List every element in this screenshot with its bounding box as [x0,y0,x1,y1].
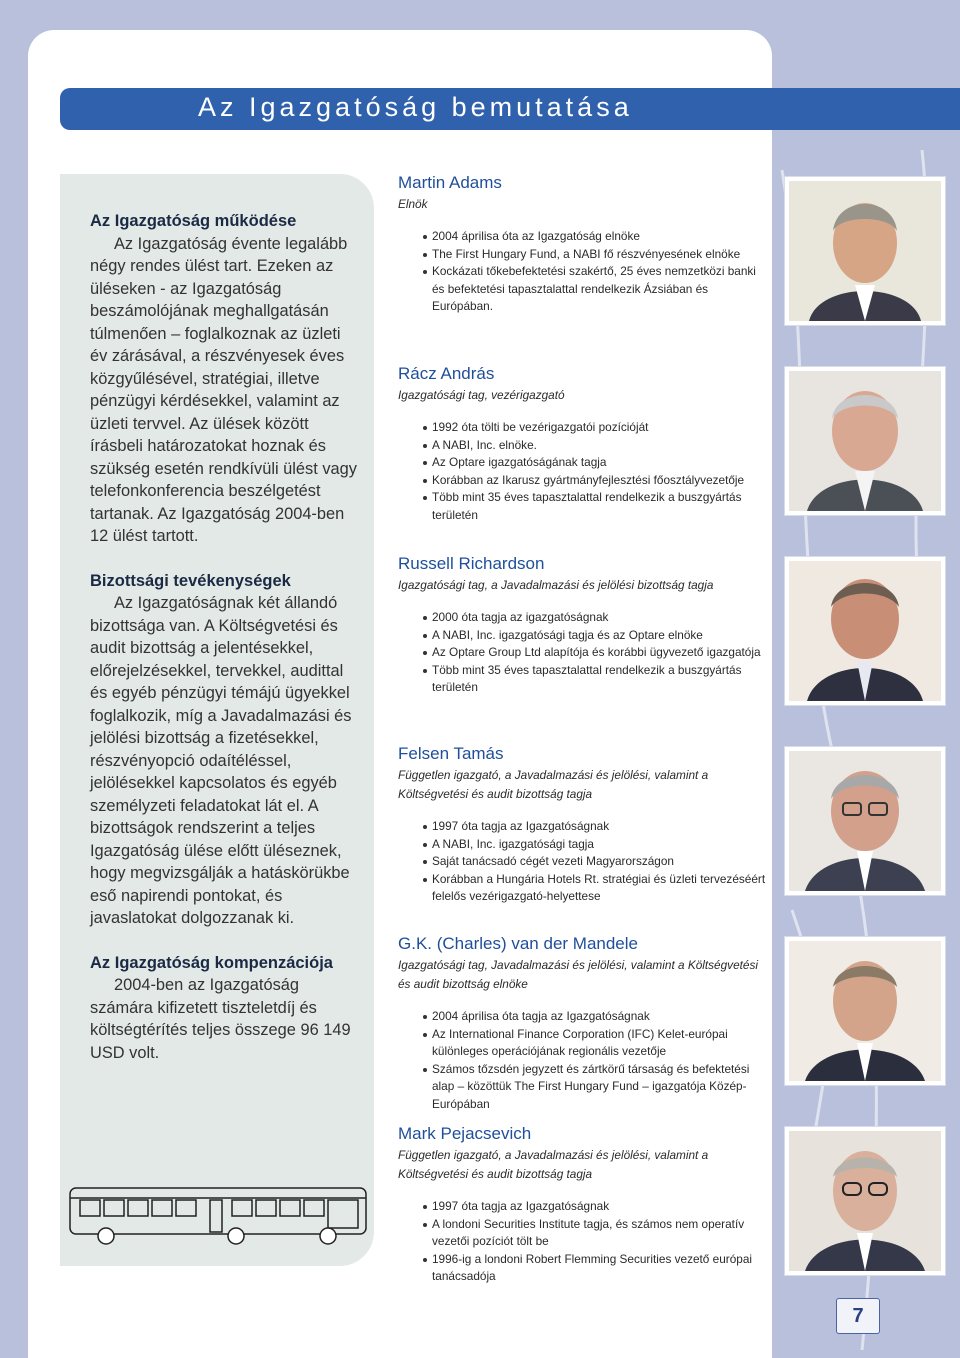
member-detail-item: A NABI, Inc. elnöke. [398,437,770,455]
member-entry [398,743,770,906]
articulated-bus-illustration [66,1180,372,1248]
member-photo [784,1126,946,1276]
member-detail-item: Több mint 35 éves tapasztalattal rendelkezik a buszgyártás területén [398,489,770,524]
member-detail-item: 2000 óta tagja az igazgatóságnak [398,609,770,627]
section-heading-operation: Az Igazgatóság működése [90,212,297,230]
member-name: Martin Adams [398,173,502,192]
member-entry [398,553,770,697]
member-name: Felsen Tamás [398,744,504,763]
member-role: Igazgatósági tag, vezérigazgató [398,388,565,402]
section-paragraph-committees: Az Igazgatóságnak két állandó bizottsága van. A Költségvetési és audit bizottság a jelentésekkel, előrejelzésekkel, tervekkel, audittal és egyéb pénzügyi témájú ügyekkel foglalkozik, míg a Javadalmazási és jelölési bizottság a fizetésekkel, részvényopció odaítéléssel, jelölésekkel kapcsolatos és egyéb személyzeti feladatokat lát el. A bizottságok rendszerint a teljes Igazgatóság ülése előtt üléseznek, hogy megvizsgálják a hatáskörükbe eső napirendi pontokat, és javaslatokat dolgozzanak ki. [90,594,352,927]
member-detail-item: Korábban a Hungária Hotels Rt. stratégiai és üzleti tervezéséért felelős vezérigazgató-helyettese [398,871,770,906]
member-role: Független igazgató, a Javadalmazási és jelölési, valamint a Költségvetési és audit bizottság tagja [398,1148,709,1181]
member-details [398,228,770,316]
member-detail-item: A NABI, Inc. igazgatósági tagja és az Optare elnöke [398,627,770,645]
member-name: Russell Richardson [398,554,545,573]
member-photo [784,556,946,706]
member-detail-item: A londoni Securities Institute tagja, és számos nem operatív vezetői pozíciót tölt be [398,1216,770,1251]
member-detail-item: Az International Finance Corporation (IFC) Kelet-európai különleges operációjának regionális vezetője [398,1026,770,1061]
member-entry [398,172,770,316]
member-detail-item: 1992 óta tölti be vezérigazgatói pozícióját [398,419,770,437]
member-details [398,419,770,524]
member-role: Igazgatósági tag, Javadalmazási és jelölési, valamint a Költségvetési és audit bizottság elnöke [398,958,759,991]
member-detail-item: Az Optare igazgatóságának tagja [398,454,770,472]
member-name: Mark Pejacsevich [398,1124,532,1143]
member-details [398,609,770,697]
member-photo [784,176,946,326]
member-detail-item: 1997 óta tagja az Igazgatóságnak [398,818,770,836]
member-photo [784,366,946,516]
section-paragraph-operation: Az Igazgatóság évente legalább négy rendes ülést tart. Ezeken az üléseken - az Igazgatóság beszámolójának meghallgatásán túlmenően – foglalkoznak az üzleti év zárásával, a részvényesek éves közgyűlésével, stratégiai, illetve pénzügyi kérdésekkel, valamint az üzleti tervvel. Az ülések között írásbeli határozatokat hoznak és szükség esetén rendkívüli ülést vagy telefonkonferencia beszélgetést tartanak. Az Igazgatóság 2004-ben 12 ülést tartott. [90,234,357,545]
member-detail-item: 2004 áprilisa óta tagja az Igazgatóságnak [398,1008,770,1026]
member-name: G.K. (Charles) van der Mandele [398,934,638,953]
member-detail-item: Saját tanácsadó cégét vezeti Magyarországon [398,853,770,871]
member-detail-item: A NABI, Inc. igazgatósági tagja [398,836,770,854]
member-photo [784,746,946,896]
member-role: Elnök [398,197,428,211]
member-role: Független igazgató, a Javadalmazási és jelölési, valamint a Költségvetési és audit bizottság tagja [398,768,709,801]
member-details [398,1198,770,1286]
section-heading-committees: Bizottsági tevékenységek [90,571,291,590]
member-detail-item: Az Optare Group Ltd alapítója és korábbi ügyvezető igazgatója [398,644,770,662]
member-detail-item: Számos tőzsdén jegyzett és zártkörű társaság és befektetési alap – közöttük The First Hungary Fund – igazgatója Közép-Európában [398,1061,770,1114]
member-detail-item: The First Hungary Fund, a NABI fő részvényesének elnöke [398,246,770,264]
member-entry [398,933,770,1113]
member-entry [398,363,770,524]
member-name: Rácz András [398,364,495,383]
section-paragraph-compensation: 2004-ben az Igazgatóság számára kifizetett tiszteletdíj és költségtérítés teljes összege 96 149 USD volt. [90,976,351,1062]
member-photo [784,936,946,1086]
member-details [398,818,770,906]
page-title: Az Igazgatóság bemutatása [198,92,633,122]
member-details [398,1008,770,1113]
member-detail-item: Több mint 35 éves tapasztalattal rendelkezik a buszgyártás területén [398,662,770,697]
page-number: 7 [836,1298,880,1334]
member-detail-item: 1996-ig a londoni Robert Flemming Securities vezető európai tanácsadója [398,1251,770,1286]
member-role: Igazgatósági tag, a Javadalmazási és jelölési bizottság tagja [398,578,714,592]
member-detail-item: 1997 óta tagja az Igazgatóságnak [398,1198,770,1216]
member-detail-item: Korábban az Ikarusz gyártmányfejlesztési főosztályvezetője [398,472,770,490]
left-panel-text [90,210,358,1064]
member-detail-item: Kockázati tőkebefektetési szakértő, 25 éves nemzetközi banki és befektetési tapasztalattal rendelkezik Ázsiában és Európában. [398,263,770,316]
section-heading-compensation: Az Igazgatóság kompenzációja [90,953,333,972]
title-band [60,88,960,130]
member-detail-item: 2004 áprilisa óta az Igazgatóság elnöke [398,228,770,246]
member-entry [398,1123,770,1286]
